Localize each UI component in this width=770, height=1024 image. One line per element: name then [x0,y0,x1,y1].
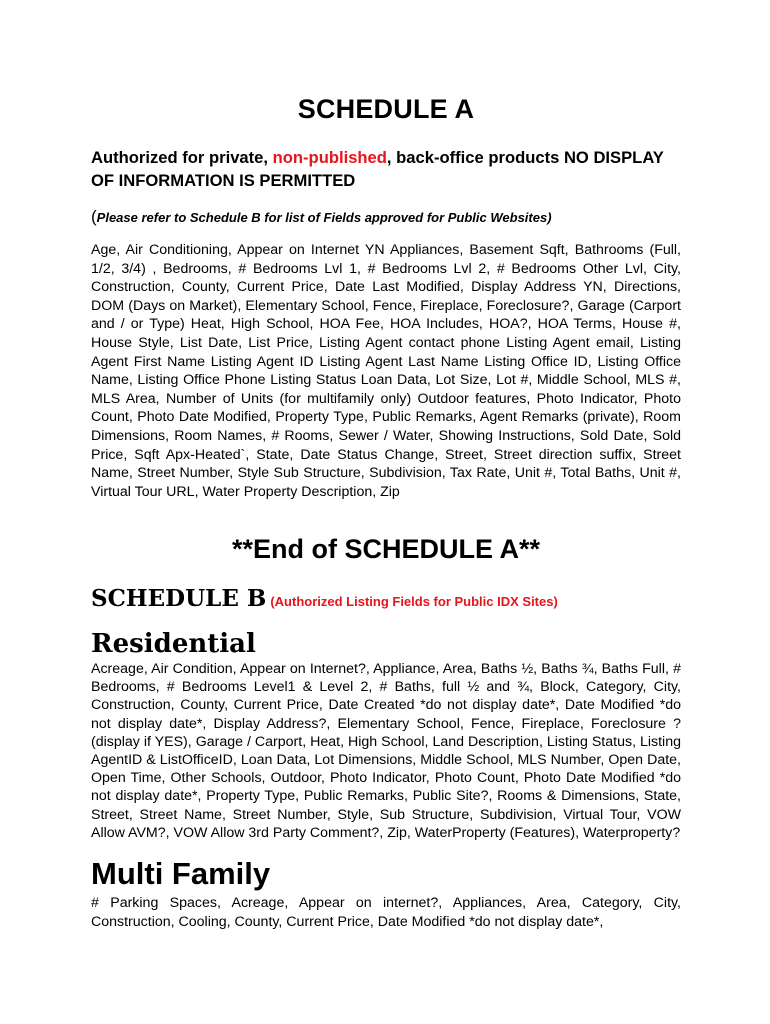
authorization-suffix: , back-office products NO DISPLAY OF INFORMATION IS PERMITTED [91,148,664,190]
residential-heading: Residential [91,629,256,659]
non-published-highlight: non-published [272,148,387,167]
schedule-b-reference-note [91,207,681,227]
schedule-a-title: SCHEDULE A [297,94,475,124]
multi-family-field-list: # Parking Spaces, Acreage, Appear on internet?, Appliances, Area, Category, City, Construction, Cooling, County, Current Price, Date Modified *do not display date*, [91,895,681,930]
residential-field-list: Acreage, Air Condition, Appear on Internet?, Appliance, Area, Baths ½, Baths ¾, Baths Full, # Bedrooms, # Bedrooms Level1 & Level 2, # Baths, full ½ and ¾, Block, Category, City, Construction, County, Current Price, Date Created *do not display date*, Date Modified *do not display date*, Display Address?, Elementary School, Fence, Fireplace, Foreclosure ? (display if YES), Garage / Carport, Heat, High School, Land Description, Listing Status, Listing AgentID & ListOfficeID, Loan Data, Lot Dimensions, Middle School, MLS Number, Open Date, Open Time, Other Schools, Outdoor, Photo Indicator, Photo Count, Photo Date Modified *do not display date*, Property Type, Public Remarks, Public Site?, Rooms & Dimensions, State, Street, Street Name, Street Number, Style, Sub Structure, Subdivision, Virtual Tour, VOW Allow AVM?, VOW Allow 3rd Party Comment?, Zip, WaterProperty (Features), Waterproperty? [91,661,681,841]
schedule-b-title: SCHEDULE B [91,585,267,612]
authorization-statement [91,146,681,192]
end-of-schedule-a: **End of SCHEDULE A** [231,534,541,564]
schedule-b-subtitle: (Authorized Listing Fields for Public IDX Sites) [270,594,558,609]
reference-open-paren: ( [91,207,97,226]
authorization-prefix: Authorized for private, [91,148,273,167]
multi-family-heading: Multi Family [91,856,271,891]
reference-text: Please refer to Schedule B for list of Fields approved for Public Websites) [96,210,552,225]
schedule-b-heading [91,585,681,612]
schedule-a-field-list: Age, Air Conditioning, Appear on Internet YN Appliances, Basement Sqft, Bathrooms (Full, 1/2, 3/4) , Bedrooms, # Bedrooms Lvl 1, # Bedrooms Lvl 2, # Bedrooms Other Lvl, City, Construction, County, Current Price, Date Last Modified, Display Address YN, Directions, DOM (Days on Market), Elementary School, Fence, Fireplace, Foreclosure?, Garage (Carport and / or Type) Heat, High School, HOA Fee, HOA Includes, HOA?, HOA Terms, House #, House Style, List Date, List Price, Listing Agent contact phone Listing Agent email, Listing Agent First Name Listing Agent ID Listing Agent Last Name Listing Office ID, Listing Office Name, Listing Office Phone Listing Status Loan Data, Lot Size, Lot #, Middle School, MLS #, MLS Area, Number of Units (for multifamily only) Outdoor features, Photo Indicator, Photo Count, Photo Date Modified, Property Type, Public Remarks, Agent Remarks (private), Room Dimensions, Room Names, # Rooms, Sewer / Water, Showing Instructions, Sold Date, Sold Price, Sqft Apx-Heated`, State, Date Status Change, Street, Street direction suffix, Street Name, Street Number, Style Sub Structure, Subdivision, Tax Rate, Unit #, Total Baths, Unit #, Virtual Tour URL, Water Property Description, Zip [91,242,681,500]
